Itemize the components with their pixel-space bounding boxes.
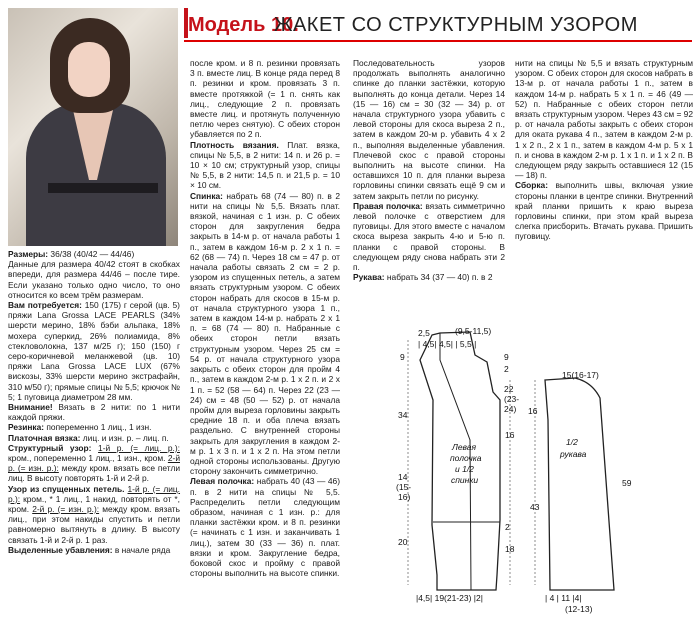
dim-2: 2 bbox=[504, 364, 509, 374]
dim-sleeve-16: 16 bbox=[528, 406, 538, 416]
sleeve-outline bbox=[545, 378, 614, 590]
dim-22-sub2: 24) bbox=[504, 404, 517, 414]
front-label-2: полочка bbox=[450, 453, 482, 463]
dim-22: 22 bbox=[504, 384, 514, 394]
dim-sleeve-bottom2: (12-13) bbox=[565, 604, 593, 614]
dim-34: 34 bbox=[398, 410, 408, 420]
dim-9a: 9 bbox=[400, 352, 405, 362]
dim-15-16: (15- bbox=[396, 482, 412, 492]
dim-top: (9,5-11,5) bbox=[455, 326, 492, 336]
dim-16: 16 bbox=[505, 430, 515, 440]
dim-14: 14 bbox=[398, 472, 408, 482]
dim-top-left: 2,5 bbox=[418, 328, 430, 338]
article-title: ЖАКЕТ СО СТРУКТУРНЫМ УЗОРОМ bbox=[274, 14, 638, 36]
dim-59: 59 bbox=[622, 478, 632, 488]
text-column-4: нити на спицы № 5,5 и вязать структурным узором. С обеих сторон для скосов набрать в 13-м р. от начала работы 1 п., затем в каждом 14-м р. набрать 5 х 1 п. = 46 (49 — 52) п. Набранные с обеих сторон петли вязать структурным узором. Через 43 см = 92 р. от начала работы закрыть с обеих сторон для оката рукава 4 п., затем в каждом 2-м р. 1 х 2 п., 2 х 1 п., затем в каждом 4-м р. 5 х 1 п. и снова в каждом 2-м р. 1 х 1 п. и 1 х 2 п. В следующем ряду закрыть оставшиеся 12 (15 — 18) п. Сборка: выполнить швы, включая узкие стороны планки в центре спинки. Внутренний край планки пришить к краю выреза горловины спинки, при этом край выреза слегка присборить. Втачать рукава. Пришить пуговицу. bbox=[515, 58, 693, 242]
dim-9b: 9 bbox=[504, 352, 509, 362]
dim-22-sub: (23- bbox=[504, 394, 520, 404]
dim-18: 18 bbox=[505, 544, 515, 554]
text-column-1: Размеры: 36/38 (40/42 — 44/46) Данные для размера 40/42 стоят в скобках впереди, для размера 44/46 – после тире. Если указано только одно число, то оно относится ко всем трём размерам. Вам потребуется: 150 (175) г серой (цв. 5) пряжи Lana Grossa LACE PEARLS (34% шерсти мерино, 18% бэби альпака, 18% мохера суперкид, 26% полиамида, 8% стекловолокна, 137 м/25 г); 150 (150) г серо-коричневой меланжевой (цв. 10) пряжи Lana Grossa LACE LUX (67% вискозы, 33% шерсти мерино экстрафайн, 310 м/50 г); прямые спицы № 5,5; крючок № 5; 1 пуговица диаметром 28 мм. Внимание! Вязать в 2 нити: по 1 нити каждой пряжи. Резинка: попеременно 1 лиц., 1 изн. Платочная вязка: лиц. и изн. р. – лиц. п. Структурный узор: 1-й р. (= лиц. р.): кром., попеременно 1 лиц., 1 изн., кром. 2-й р. (= изн. р.): между кром. вязать все петли лиц. В высоту повторять 1-й и 2-й р. Узор из спущенных петель. 1-й р. (= лиц. р.): кром., * 1 лиц., 1 накид, повторять от *, кром. 2-й р. (= изн. р.): между кром. вязать лиц., при этом накиды спустить и петли равномерно вытянуть в длину. В высоту связать 1-й и 2-й р. 1 раз. Выделенные убавления: в начале ряда bbox=[8, 249, 181, 555]
dim-2b: 2 bbox=[505, 522, 510, 532]
front-label-4: спинки bbox=[451, 475, 479, 485]
text-column-2: после кром. и 8 п. резинки провязать 3 п. вместе лиц. В конце ряда перед 8 п. резинки и кром. провязать 3 п. вместе протяжкой (= 1 п. снять как лиц., следующие 2 п. провязать вместе лиц. и протянуть полученную петлю через снятую). С обеих сторон убавляется по 2 п. Плотность вязания. Плат. вязка, спицы № 5,5, в 2 нити: 14 п. и 26 р. = 10 × 10 см; структурный узор, спицы № 5,5, в 2 нити: 14,5 п. и 21,5 р. = 10 × 10 см. Спинка: набрать 68 (74 — 80) п. в 2 нити на спицы № 5,5. Вязать плат. вязкой, начиная с 1 изн. р. С обеих сторон для закругления бедра закрыть в 14-м р. от начала работы 1 п., затем в каждом 16-м р. 2 х 1 п. = 62 (68 — 74) п. Через 18 см = 47 р. от начала работы связать 2 см = 2 р. узором из спущенных петель, а затем вязать структурным узором. С обеих сторон набрать для скосов в 15-м р. от начала структурного узора 1 п., затем в каждом 14-м р. набрать 2 х 1 п. = 68 (74 — 80) п. Набранные с обеих сторон петли вязать структурным узором. Через 25 см = 54 р. от начала структурного узора закрыть с обеих сторон для пройм 4 п., затем в каждом 2-м р. 1 х 2 п. и 2 х 1 п. = 52 (58 — 64) п. Через 22 (23 — 24) см = 48 (50 — 52) р. от начала пройм для выреза горловины закрыть средние 18 п. и оба плеча вязать раздельно. С внутренней стороны закрыть для закругления в каждом 2-м р. 1 х 3 п. и 1 х 2 п. На этом петли одной стороны использованы. Другую сторону закончить симметрично. Левая полочка: набрать 40 (43 — 46) п. в 2 нити на спицы № 5,5. Распределить петли следующим образом, начиная с 1 изн. р.: для планки застёжки кром. и 8 п. резинки (= начинать с 1 изн. и заканчивать 1 лиц.), затем 30 (33 — 36) п. плат. вязки и кром. Закругление бедра, боковой скос и пройму с правой стороны выполнить на высоте спинки. bbox=[190, 58, 340, 579]
front-label-3: и 1/2 bbox=[455, 464, 474, 474]
front-label-1: Левая bbox=[452, 442, 477, 452]
dim-sleeve-bottom: | 4 | 11 |4| bbox=[545, 593, 582, 603]
text-column-3: Последовательность узоров продолжать выполнять аналогично спинке до планки застёжки, которую выполнять до конца детали. Через 14 (15 — 16) см = 30 (32 — 34) р. от начала структурного узора убавить с левой стороны для скоса выреза 2 п., затем в каждом 20-м р. убавить 4 х 2 п., выполняя выделенные убавления. Плечевой скос с правой стороны выполнить на высоте спинки. На оставшихся 10 п. для планки выреза горловины спинки связать ещё 9 см и затем закрыть петли по рисунку. Правая полочка: вязать симметрично левой полочке с отверстием для пуговицы. Для этого вместе с началом скоса выреза закрыть 4-ю и 5-ю п. планки с правой стороны. В следующем ряду снова набрать эти 2 п. Рукава: набрать 34 (37 — 40) п. в 2 bbox=[353, 58, 505, 283]
sleeve-label-2: рукава bbox=[560, 449, 587, 459]
dim-20: 20 bbox=[398, 537, 408, 547]
dim-bottom: |4,5| 19(21-23) |2| bbox=[416, 593, 483, 603]
dim-43: 43 bbox=[530, 502, 540, 512]
dim-sleeve-top: 15(16-17) bbox=[562, 370, 599, 380]
sleeve-label-1: 1/2 bbox=[566, 437, 578, 447]
model-number: Модель 10. bbox=[188, 14, 299, 36]
dim-16b: 16) bbox=[398, 492, 411, 502]
dim-top-row: | 4,5| 4,5| | 5,5 | bbox=[418, 339, 477, 349]
